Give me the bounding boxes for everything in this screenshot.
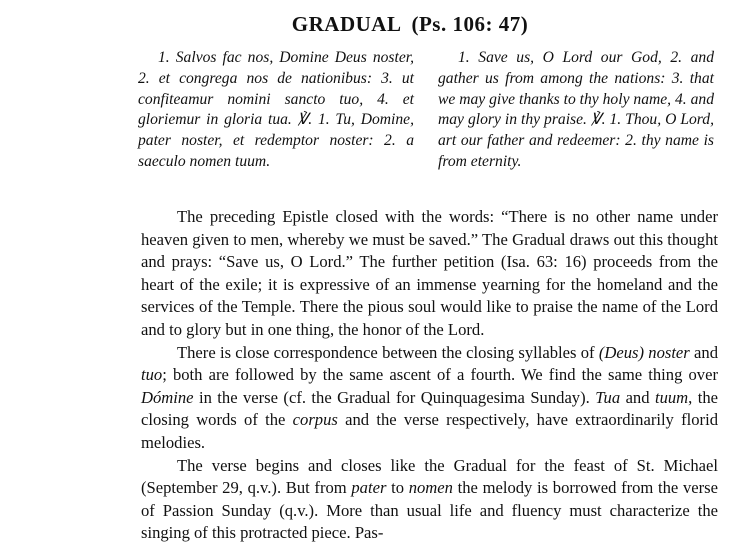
p3-italic-1: pater [351,478,387,498]
p2-text-4: in the verse (cf. the Gradual for Quinquagesima Sunday). [193,387,596,407]
heading-title: GRADUAL [291,12,402,36]
p3-text-2: to [386,478,409,498]
p3-text-1: The verse begins and closes like the Gradual for the feast of St. Michael (September 29, q.v.). But from [141,455,718,498]
p2-italic-1: (Deus) noster [598,342,690,362]
p2-italic-5: tuum [654,387,689,407]
latin-text: 1. Salvos fac nos, Domine Deus noster, 2. et congrega nos de nationibus: 3. ut confiteamur nomini sancto tuo, 4. et gloriemur in gloria tua. ℣. 1. Tu, Domine, pater noster, et redemptor noster: 2. a saeculo nomen tuum. [138,49,414,170]
psalm-reference: (Ps. 106: 47) [411,12,529,36]
paragraph-1: The preceding Epistle closed with the words: “There is no other name under heaven given to men, whereby we must be saved.” The Gradual draws out this thought and prays: “Save us, O Lord.” The further petition (Isa. 63: 16) proceeds from the heart of the exile; it is expressive of an immense yearning for the homeland and the services of the Temple. There the pious soul would like to praise the name of the Lord and to glory but in one thing, the honor of the Lord. [141,207,718,339]
p2-italic-3: Dómine [141,387,194,407]
p2-text-7: and the verse respectively, have extraordinarily florid melodies. [141,410,718,452]
p2-italic-2: tuo [141,365,163,385]
english-text: 1. Save us, O Lord our God, 2. and gather us from among the nations: 3. that we may give thanks to thy holy name, 4. and may glory in thy praise. ℣. 1. Thou, O Lord, art our father and redeemer: 2. thy name is from eternity. [438,49,714,170]
p2-text-5: and [620,387,655,407]
latin-column [138,48,414,173]
p2-italic-6: corpus [292,410,338,430]
commentary-body [141,206,718,545]
section-heading [0,12,746,37]
p3-text-3: the melody is borrowed from the verse of Passion Sunday (q.v.). More than usual life and fluency must characterize the singing of this protracted piece. Pas- [141,478,718,543]
paragraph-3 [141,455,718,545]
p2-text-1: There is close correspondence between the closing syllables of [177,342,599,362]
paragraph-2 [141,342,718,455]
p2-italic-4: Tua [595,387,621,407]
p3-italic-2: nomen [408,478,453,498]
p2-text-6: , the closing words of the [141,387,718,430]
p2-text-3: ; both are followed by the same ascent of a fourth. We find the same thing over [162,365,718,385]
english-column [438,48,714,173]
p2-text-2: and [689,342,719,362]
